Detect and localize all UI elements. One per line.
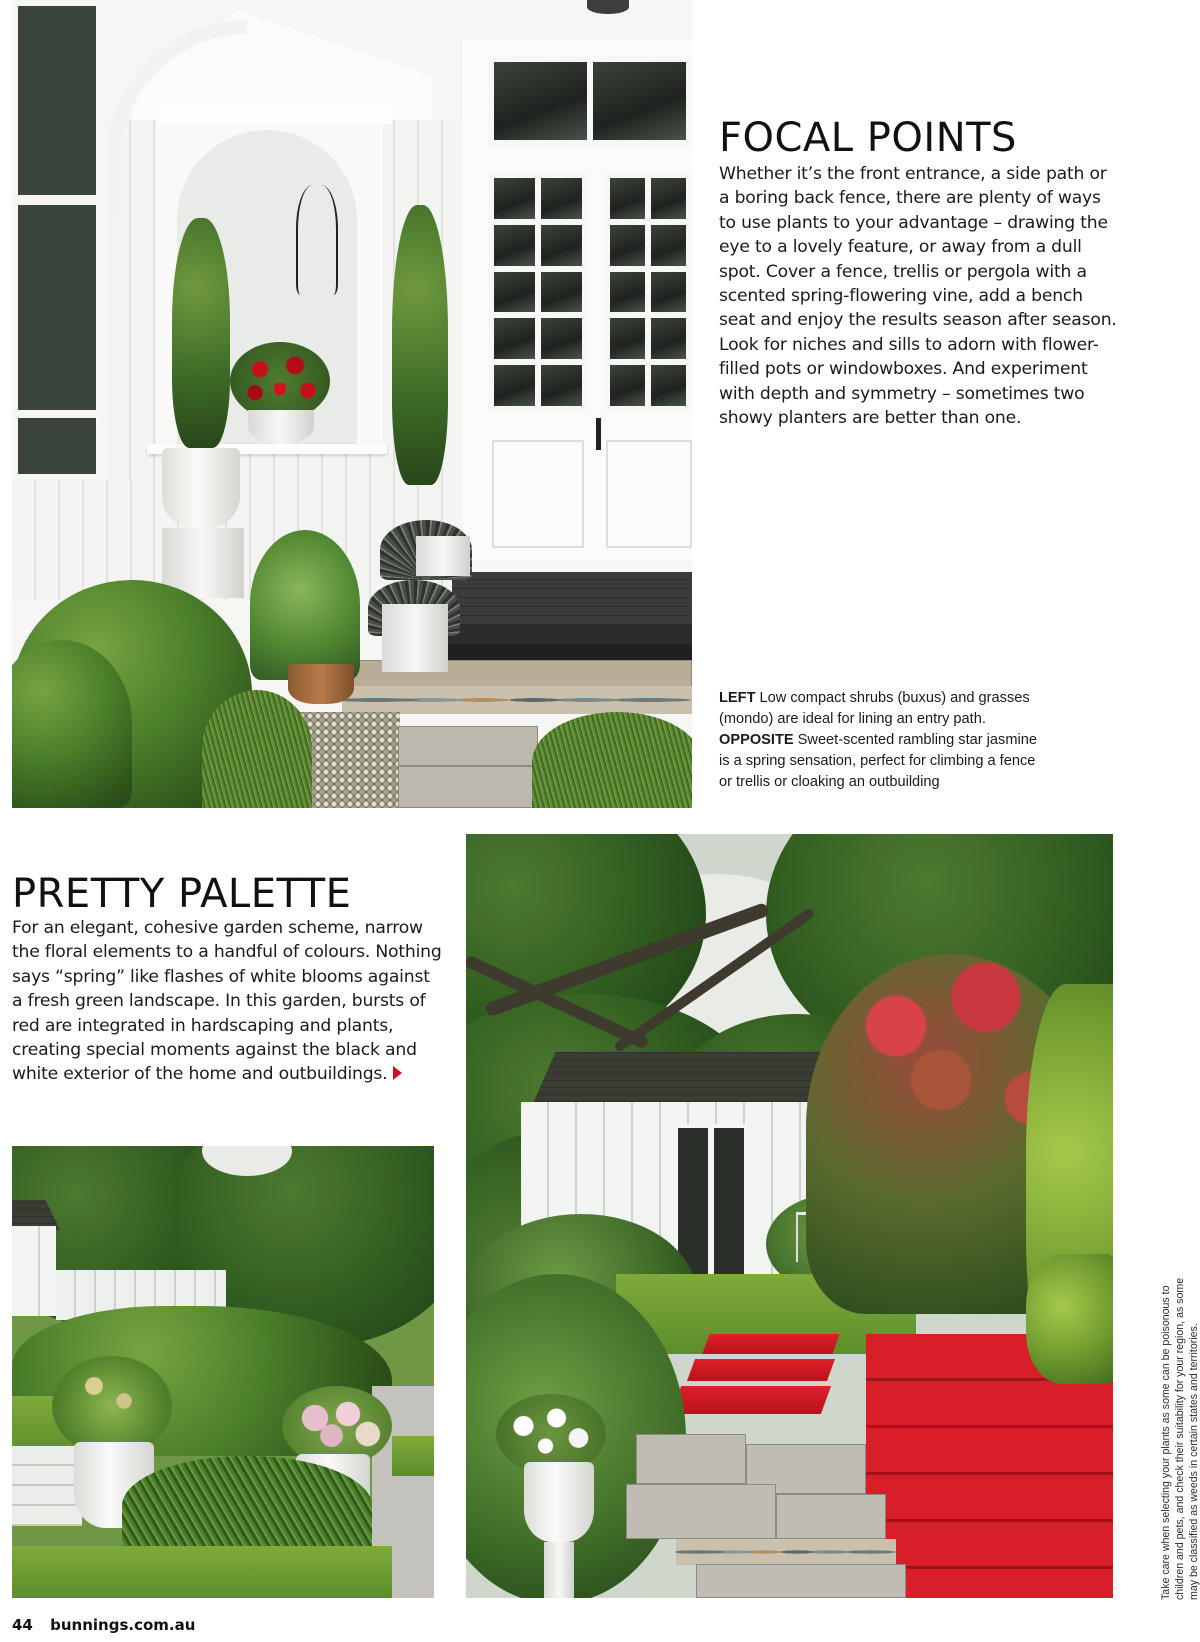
river-stone-edge (676, 1539, 896, 1565)
caption-opposite-label: OPPOSITE (719, 732, 794, 748)
plant-safety-disclaimer: Take care when selecting your plants as some can be poisonous to children and pets, and check their suitability for your region, as some may be classified as weeds in certain states and territories. (1160, 1277, 1200, 1600)
lawn (12, 1546, 392, 1598)
hydrangea-urns-photo (12, 1146, 434, 1598)
paving-slab (636, 1434, 746, 1484)
agapanthus-foliage (122, 1456, 372, 1556)
white-planter (416, 536, 470, 576)
section-title-focal-points: FOCAL POINTS (719, 115, 1017, 161)
website-link[interactable]: bunnings.com.au (50, 1616, 196, 1634)
door-panel (606, 440, 692, 548)
door-handle (596, 418, 601, 450)
side-window (12, 0, 102, 480)
river-stone-edge (342, 686, 692, 714)
red-petunias (230, 342, 330, 420)
shed-garden-photo (466, 834, 1113, 1598)
french-door-right (604, 172, 692, 412)
transom-window (488, 56, 692, 146)
pretty-palette-body (12, 916, 442, 1087)
potted-shrub (250, 530, 360, 680)
page-footer (12, 1616, 195, 1634)
metal-wall-art (296, 185, 338, 295)
paving-slab (626, 1484, 776, 1539)
fascia (157, 104, 392, 124)
section-title-pretty-palette: PRETTY PALETTE (12, 871, 352, 917)
photo-caption (719, 688, 1049, 793)
white-urn-left (162, 448, 240, 528)
deck-step (442, 644, 692, 660)
urn-pedestal (544, 1542, 574, 1598)
white-urn (524, 1462, 594, 1542)
red-step (702, 1334, 839, 1354)
caption-opposite-text: Sweet-scented rambling star jasmine is a spring sensation, perfect for climbing a fence or trellis or cloaking an outbuilding (719, 732, 1037, 790)
green-hydrangea (52, 1356, 172, 1456)
entrance-photo (12, 0, 692, 808)
caption-left-label: LEFT (719, 690, 756, 706)
porch-lamp (587, 0, 629, 14)
timber-deck (452, 572, 692, 624)
deck-step (442, 624, 692, 644)
focal-points-body: Whether it’s the front entrance, a side path or a boring back fence, there are plenty of ways to use plants to your advantage – drawing the eye to a lovely feature, or away from a dull spot. Cover a fence, trellis or pergola with a scented spring-flowering vine, add a bench seat and enjoy the results season after season. Look for niches and sills to adorn with flower-filled pots or windowboxes. And experiment with depth and symmetry – sometimes two showy planters are better than one. (719, 164, 1117, 429)
window-mullion (12, 410, 102, 418)
ornamental-grass (202, 690, 312, 808)
pretty-palette-text: For an elegant, cohesive garden scheme, narrow the floral elements to a handful of colours. Nothing says “spring” like flashes of white blooms against a fresh green landscape. In this garden, bursts of red are integrated in hardscaping and plants, creating special moments against the black and white exterior of the home and outbuildings. (12, 918, 442, 1085)
green-laurel (1026, 1254, 1113, 1384)
mondo-grass-clump (532, 712, 692, 808)
concrete-steps (12, 1446, 82, 1526)
door-panel (492, 440, 584, 548)
square-planter (382, 604, 448, 672)
topiary-buxus-left (172, 218, 230, 448)
petunia-bowl (248, 410, 314, 444)
lawn (392, 1436, 434, 1476)
paving-slab (776, 1494, 886, 1539)
red-triangle-icon (393, 1066, 402, 1080)
outbuilding-wall (12, 1226, 56, 1316)
paving-slab (696, 1564, 906, 1598)
page-number: 44 (12, 1616, 33, 1634)
paving-slab (398, 766, 538, 808)
topiary-buxus-right (392, 205, 448, 485)
shed-roof (531, 1052, 837, 1108)
red-step (687, 1359, 835, 1381)
caption-left-text: Low compact shrubs (buxus) and grasses (mondo) are ideal for lining an entry path. (719, 690, 1030, 727)
red-step (671, 1386, 831, 1414)
terracotta-pot (288, 664, 354, 704)
window-mullion (12, 195, 102, 205)
french-door-left (488, 172, 588, 412)
paving-slab (398, 726, 538, 766)
shed-door-glass (710, 1124, 748, 1282)
